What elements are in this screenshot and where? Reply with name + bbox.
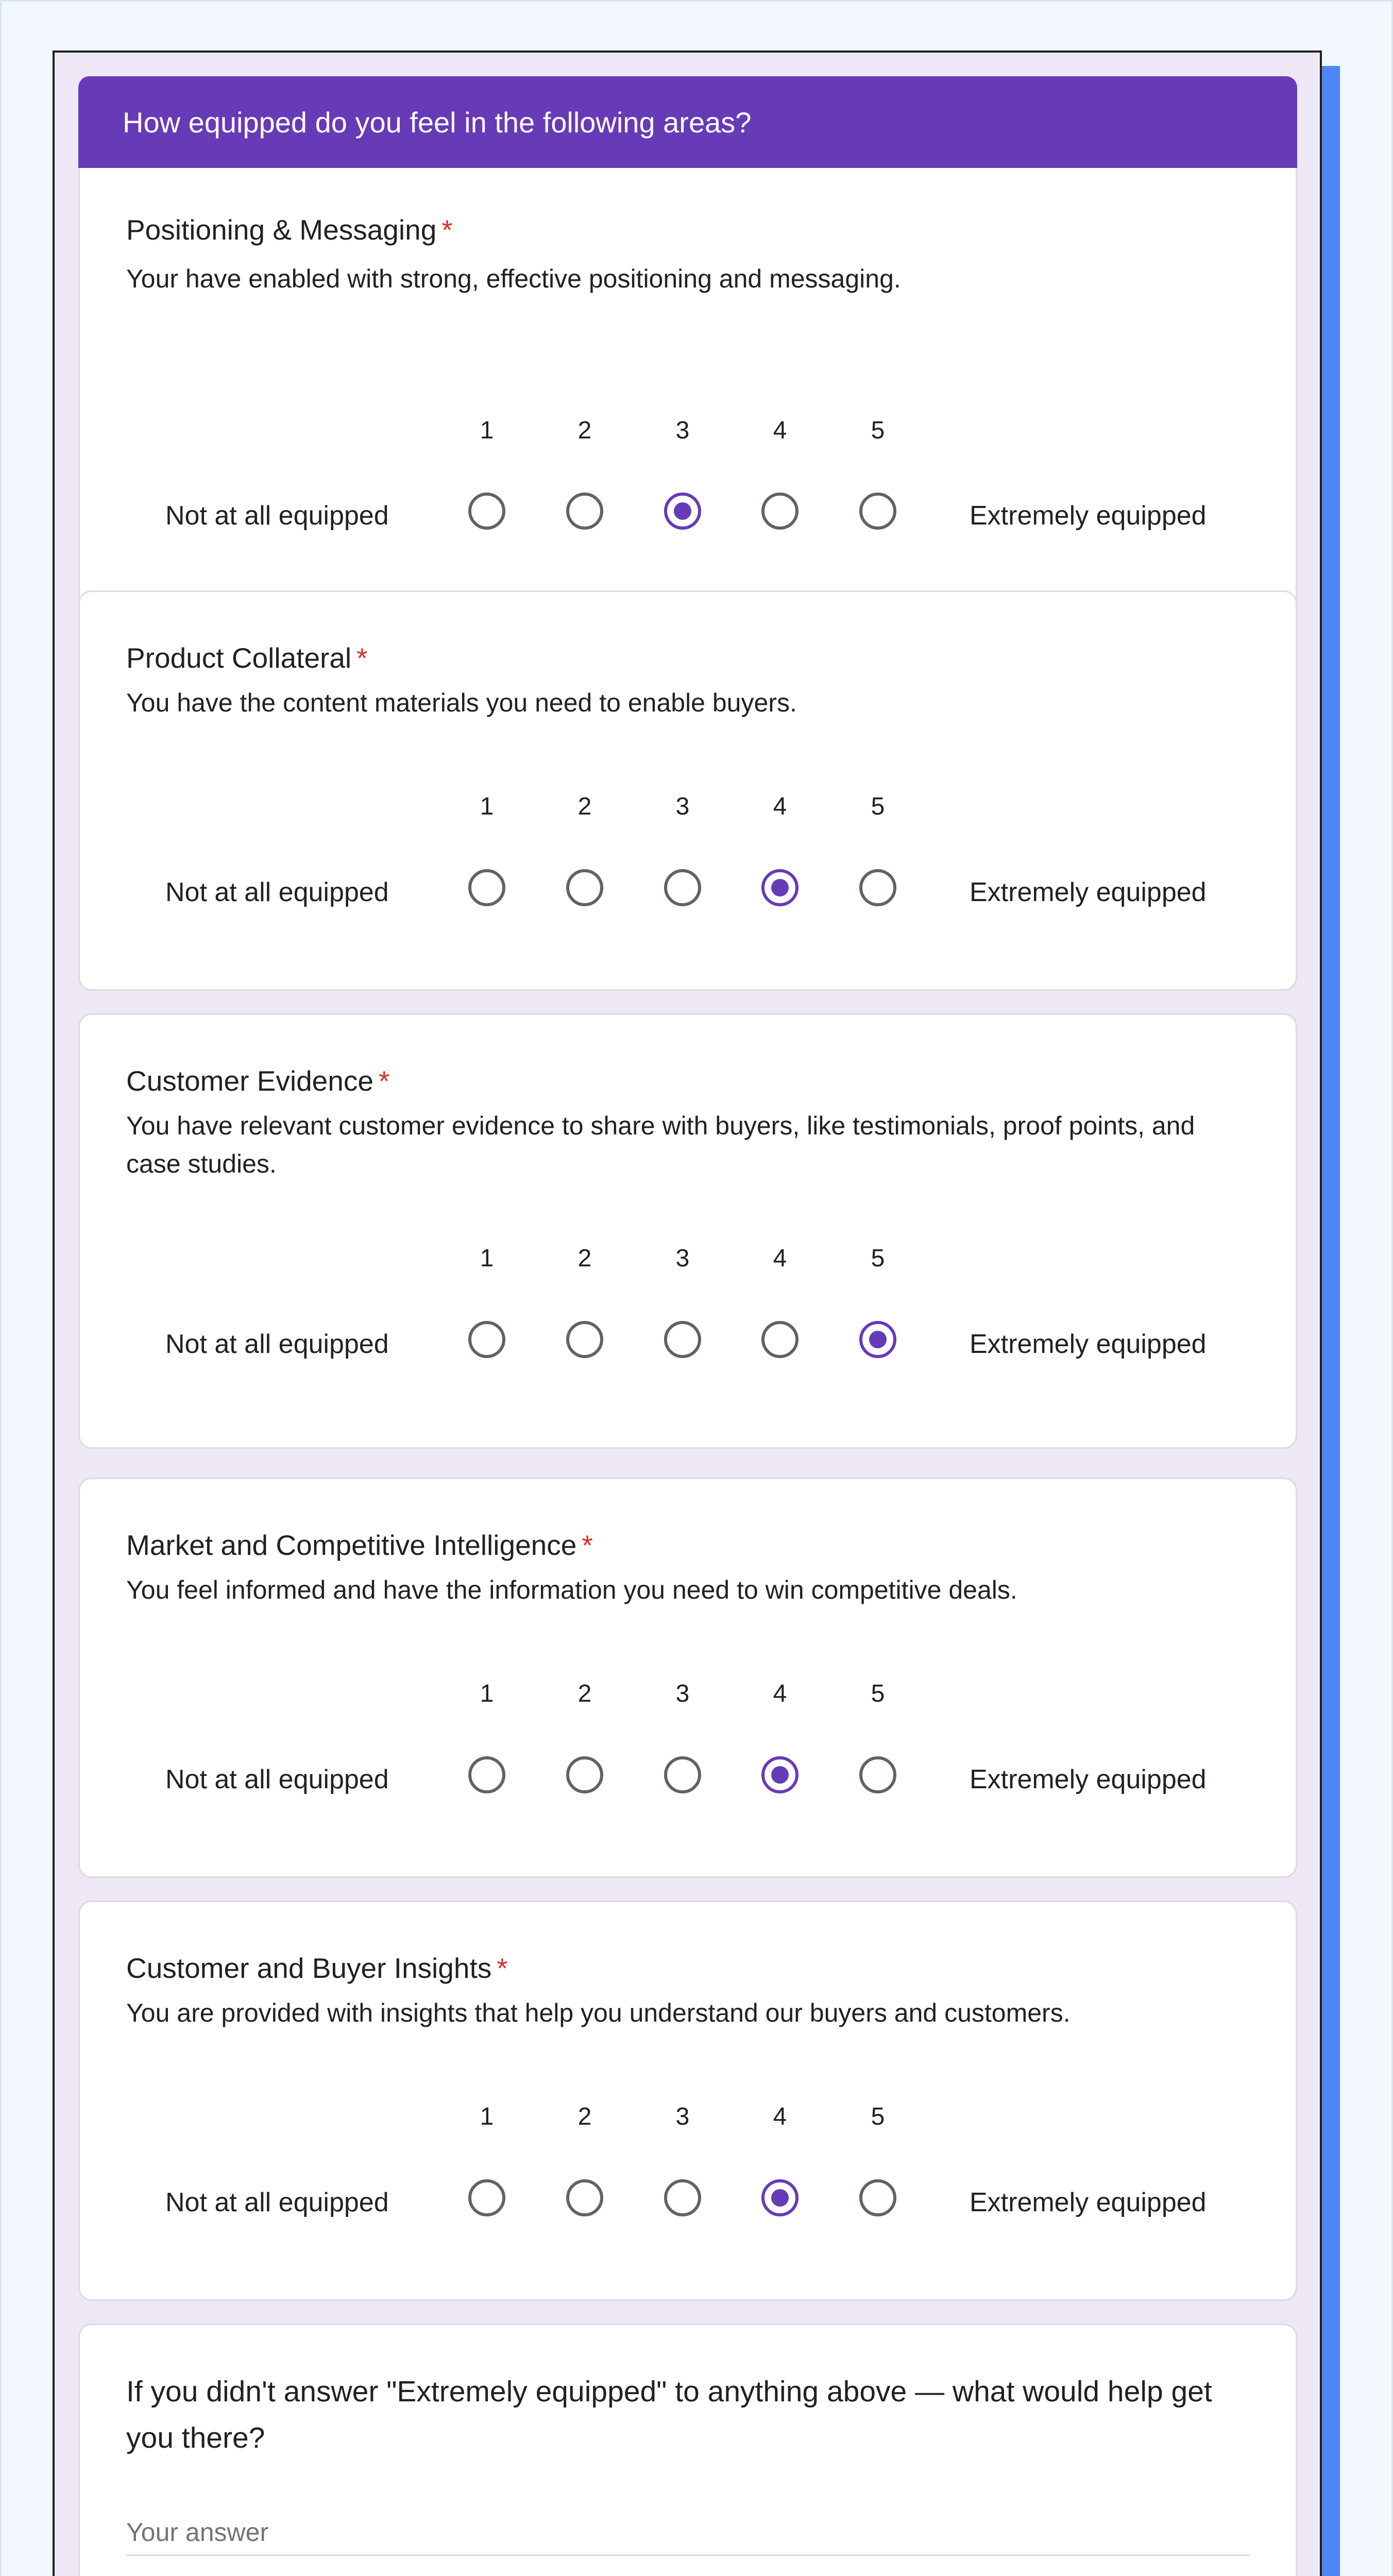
question-title-text: Customer Evidence [126,1065,373,1097]
scale-number-2: 2 [577,2103,592,2130]
radio-option-4[interactable] [761,1321,799,1358]
question-card-customer-evidence [78,1013,1297,1449]
radio-option-5[interactable] [859,493,896,530]
question-title-text: Market and Competitive Intelligence [126,1529,577,1561]
question-description: You feel informed and have the information you need to win competitive deals. [126,1575,1017,1604]
radio-option-1[interactable] [468,2179,505,2216]
radio-option-5[interactable] [859,1756,896,1793]
scale-number-3: 3 [675,2103,690,2130]
radio-option-2[interactable] [566,1321,603,1358]
form-frame [53,50,1322,2576]
radio-option-4[interactable] [761,869,799,906]
question-card-buyer-insights [78,1901,1297,2301]
scale-high-label: Extremely equipped [970,501,1207,531]
scale-low-label: Not at all equipped [165,877,389,907]
section-title: How equipped do you feel in the following areas? [123,106,752,139]
question-description: You are provided with insights that help you understand our buyers and customers. [126,1998,1071,2027]
question-title-text: Product Collateral [126,642,352,674]
radio-option-3[interactable] [664,2179,701,2216]
scale-high-label: Extremely equipped [970,2188,1207,2217]
radio-option-4[interactable] [761,1756,799,1793]
linear-scale [80,168,1296,618]
required-marker: * [582,1529,593,1561]
radio-option-4[interactable] [761,2179,799,2216]
scale-number-1: 1 [480,2103,494,2130]
open-question-title: If you didn't answer "Extremely equipped" to anything above — what would help get you there? [126,2375,1212,2454]
scale-number-1: 1 [480,793,494,820]
scale-number-5: 5 [871,793,885,820]
radio-option-1[interactable] [468,1321,505,1358]
radio-option-1[interactable] [468,1756,505,1793]
required-marker: * [441,214,453,246]
scale-number-4: 4 [773,417,787,444]
scale-low-label: Not at all equipped [165,1765,389,1794]
radio-option-3[interactable] [664,869,701,906]
scale-low-label: Not at all equipped [165,2188,389,2217]
question-description: You have the content materials you need to enable buyers. [126,688,797,717]
question-card-market-intelligence [78,1478,1297,1878]
scale-number-2: 2 [577,1680,592,1707]
linear-scale [80,1902,1296,2299]
question-description: You have relevant customer evidence to share with buyers, like testimonials, proof points, and case studies. [126,1111,1195,1178]
required-marker: * [356,642,368,674]
scale-number-3: 3 [675,793,690,820]
scale-number-3: 3 [675,1680,690,1707]
scale-number-4: 4 [773,1680,787,1707]
radio-option-4[interactable] [761,493,799,530]
scale-number-4: 4 [773,1245,787,1272]
scale-number-3: 3 [675,417,690,444]
scale-low-label: Not at all equipped [165,501,389,531]
scale-number-5: 5 [871,417,885,444]
section-header [78,76,1297,168]
radio-option-2[interactable] [566,869,603,906]
required-marker: * [497,1952,508,1984]
required-marker: * [378,1065,390,1097]
radio-option-5[interactable] [859,2179,896,2216]
question-title-text: Positioning & Messaging [126,214,437,246]
radio-option-2[interactable] [566,1756,603,1793]
scale-number-4: 4 [773,2103,787,2130]
scale-high-label: Extremely equipped [970,1329,1207,1359]
linear-scale [80,1015,1296,1447]
scale-number-4: 4 [773,793,787,820]
radio-option-5[interactable] [859,1321,896,1358]
scale-high-label: Extremely equipped [970,877,1207,907]
radio-option-2[interactable] [566,2179,603,2216]
scale-number-2: 2 [577,1245,592,1272]
scale-number-2: 2 [577,793,592,820]
scale-number-5: 5 [871,2103,885,2130]
radio-option-3[interactable] [664,493,701,530]
radio-option-1[interactable] [468,869,505,906]
radio-option-3[interactable] [664,1756,701,1793]
scale-number-3: 3 [675,1245,690,1272]
radio-option-5[interactable] [859,869,896,906]
scale-number-1: 1 [480,1245,494,1272]
your-answer-input[interactable] [126,2510,1250,2556]
scale-number-5: 5 [871,1680,885,1707]
scale-high-label: Extremely equipped [970,1765,1207,1794]
linear-scale [80,1479,1296,1876]
radio-option-1[interactable] [468,493,505,530]
scale-number-1: 1 [480,1680,494,1707]
question-card-collateral [78,590,1297,991]
linear-scale [80,592,1296,989]
scale-number-2: 2 [577,417,592,444]
question-description: Your have enabled with strong, effective positioning and messaging. [126,264,901,293]
radio-option-3[interactable] [664,1321,701,1358]
question-card-open-feedback [78,2324,1297,2576]
question-card-positioning [78,168,1297,619]
scale-number-5: 5 [871,1245,885,1272]
scale-number-1: 1 [480,417,494,444]
radio-option-2[interactable] [566,493,603,530]
scale-low-label: Not at all equipped [165,1329,389,1359]
question-title-text: Customer and Buyer Insights [126,1952,492,1984]
